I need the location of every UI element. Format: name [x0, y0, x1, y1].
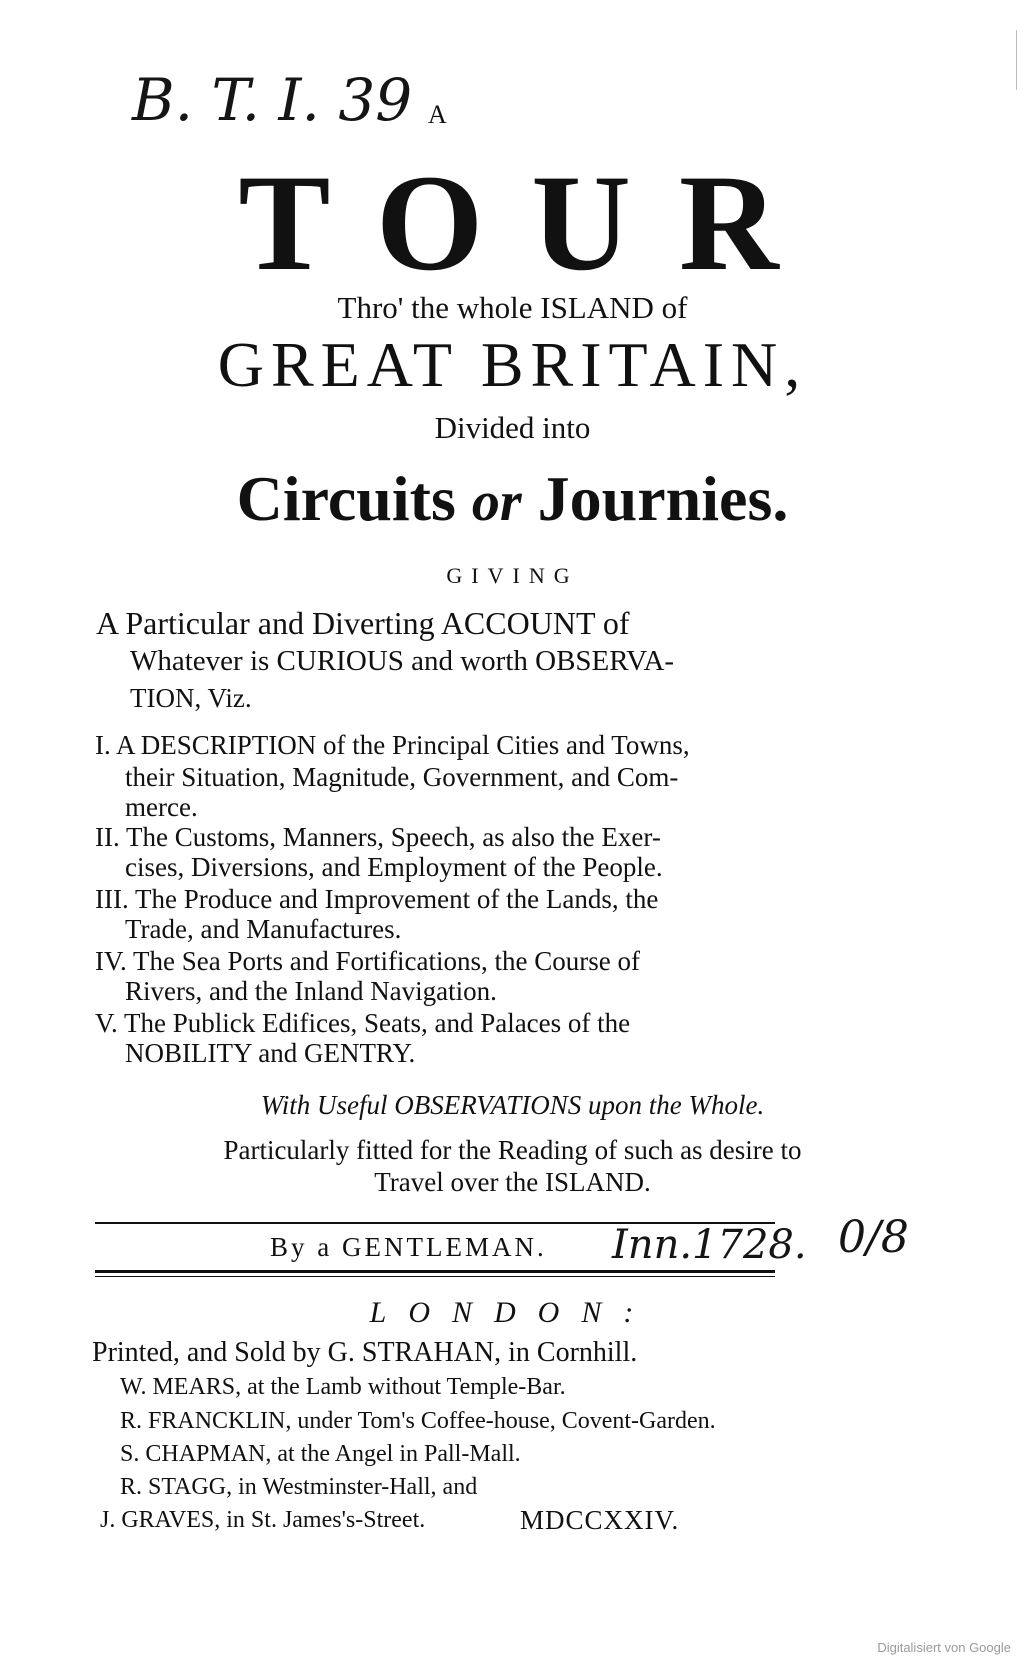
list-item: Trade, and Manufactures. [125, 914, 402, 944]
handwritten-accession-extra: 0/8 [838, 1212, 909, 1263]
giving-heading: GIVING [446, 563, 579, 588]
title-line-2: GREAT BRITAIN, [217, 329, 808, 400]
imprint-line: S. CHAPMAN, at the Angel in Pall-Mall. [120, 1441, 521, 1467]
title-main: TOUR [238, 146, 827, 299]
giving-line-2: Whatever is CURIOUS and worth OBSERVA- [130, 645, 675, 677]
list-item: IV. The Sea Ports and Fortifications, the Course of [95, 946, 640, 976]
divider-rule-bottom-thin [95, 1276, 775, 1277]
title-line-3: Divided into [434, 410, 591, 445]
title-line-4 [0, 462, 1025, 536]
observations-line: With Useful OBSERVATIONS upon the Whole. [260, 1090, 765, 1120]
giving-line-3: TION, Viz. [130, 683, 252, 713]
list-item: V. The Publick Edifices, Seats, and Palaces of the [95, 1008, 631, 1038]
handwritten-shelfmark: B. T. I. 39 [132, 66, 413, 134]
fitted-line-2: Travel over the ISLAND. [374, 1167, 651, 1197]
list-item: III. The Produce and Improvement of the Lands, the [95, 884, 659, 914]
imprint-line: Printed, and Sold by G. STRAHAN, in Cornhill. [92, 1337, 638, 1368]
handwritten-accession: Inn.1728. [612, 1222, 807, 1268]
imprint-line: J. GRAVES, in St. James's-Street. [100, 1507, 426, 1533]
fitted-line-1: Particularly fitted for the Reading of such as desire to [223, 1135, 802, 1165]
digitization-watermark: Digitalisiert von Google [877, 1640, 1011, 1655]
imprint-year: MDCCXXIV. [520, 1505, 680, 1535]
list-item: cises, Diversions, and Employment of the People. [125, 852, 663, 882]
list-item: NOBILITY and GENTRY. [125, 1038, 416, 1068]
title-line-1: Thro' the whole ISLAND of [337, 290, 688, 325]
giving-line-1: A Particular and Diverting ACCOUNT of [96, 605, 630, 641]
title-or: or [471, 471, 522, 533]
imprint-city: LONDON: [369, 1296, 656, 1329]
imprint-line: R. FRANCKLIN, under Tom's Coffee-house, Covent-Garden. [120, 1408, 716, 1434]
list-item: their Situation, Magnitude, Government, and Com- [125, 762, 679, 792]
list-item: II. The Customs, Manners, Speech, as also the Exer- [95, 822, 661, 852]
author-line: By a GENTLEMAN. [270, 1232, 547, 1262]
divider-rule-bottom [95, 1270, 775, 1273]
title-article: A [428, 100, 449, 129]
list-item: Rivers, and the Inland Navigation. [125, 976, 497, 1006]
contents-list [95, 730, 785, 1070]
title-circuits: Circuits [236, 463, 456, 534]
title-journies: Journies. [537, 463, 789, 534]
imprint-line: W. MEARS, at the Lamb without Temple-Bar. [120, 1374, 566, 1400]
list-item: I. A DESCRIPTION of the Principal Cities and Towns, [95, 730, 690, 760]
page-edge-mark [1016, 30, 1017, 90]
list-item: merce. [125, 792, 198, 822]
imprint-line: R. STAGG, in Westminster-Hall, and [120, 1474, 478, 1500]
